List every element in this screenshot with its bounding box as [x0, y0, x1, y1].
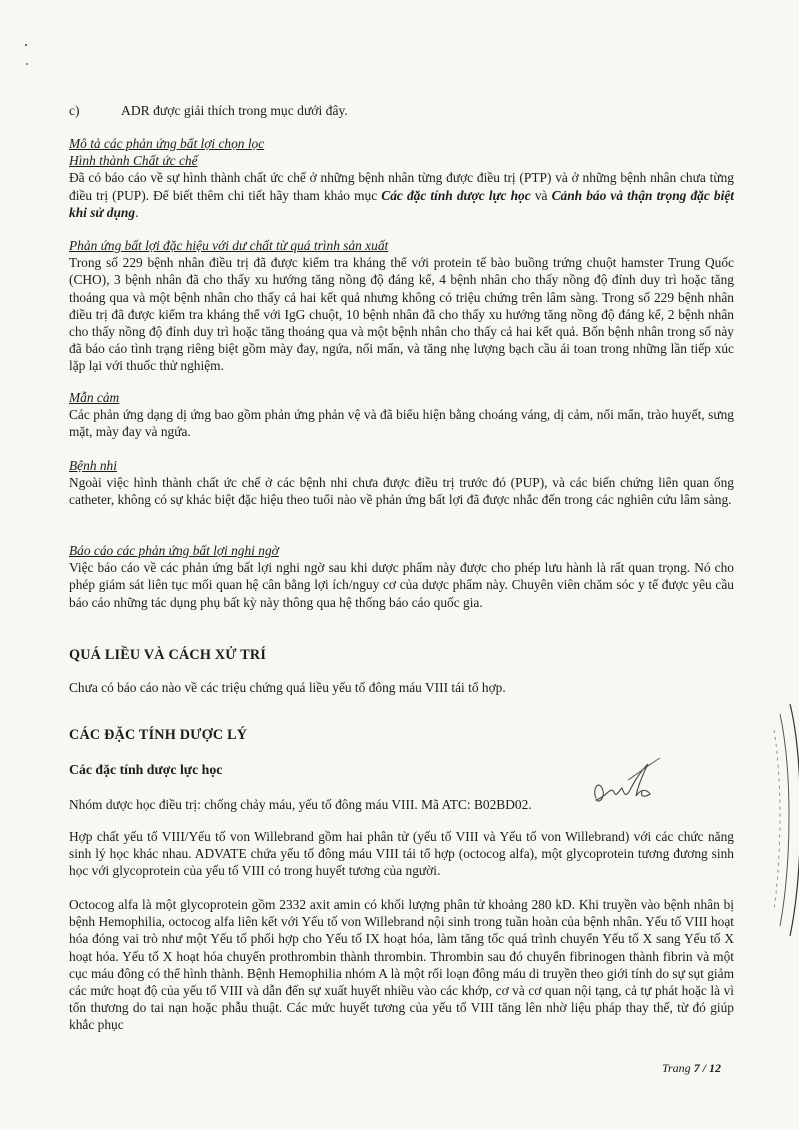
section-suspected-reports — [69, 542, 734, 611]
scan-speck — [25, 44, 27, 46]
page-number: Trang 7 / 12 — [662, 1061, 722, 1075]
heading-pharmacological-properties: CÁC ĐẶC TÍNH DƯỢC LÝ — [69, 727, 248, 743]
therapeutic-group: Nhóm dược học điều trị: chống chảy máu, yếu tố đông máu VIII. Mã ATC: B02BD02. — [69, 797, 532, 812]
section-title: Mô tả các phản ứng bất lợi chọn lọc — [69, 136, 265, 151]
paragraph-complex: Hợp chất yếu tố VIII/Yếu tố von Willebrand gồm hai phân tử (yếu tố VIII và Yếu tố von Willebrand) với các chức năng sinh lý học khác nhau. ADVATE chứa yếu tố đông máu VIII tái tổ hợp (octocog alfa), một glycoprotein tương đương sinh học với glycoprotein của yếu tố VIII có trong huyết tương của người. — [69, 829, 734, 879]
section-title: Bệnh nhi — [69, 458, 117, 473]
section-subtitle: Hình thành Chất ức chế — [69, 153, 198, 169]
heading-pharmacodynamics: Các đặc tính dược lực học — [69, 762, 223, 777]
section-hypersensitivity — [69, 389, 734, 441]
scan-speck — [26, 63, 28, 65]
heading-overdose: QUÁ LIỀU VÀ CÁCH XỬ TRÍ — [69, 647, 267, 663]
section-title: Phản ứng bất lợi đặc hiệu với dư chất từ quá trình sản xuất — [69, 238, 389, 253]
section-manufacturing-residue — [69, 237, 734, 375]
handwritten-signature — [588, 752, 666, 814]
list-label: c) — [69, 103, 80, 118]
list-item-c — [69, 103, 348, 119]
section-paragraph: Việc báo cáo về các phản ứng bất lợi nghi ngờ sau khi dược phẩm này được cho phép lưu hành là rất quan trọng. Nó cho phép giám sát liên tục mối quan hệ cân bằng lợi ích/nguy cơ của dược phẩm này. Chuyên viên chăm sóc y tế được yêu cầu báo cáo những tác dụng phụ bất kỳ này thông qua hệ thống báo cáo quốc gia. — [69, 560, 734, 610]
list-text: ADR được giải thích trong mục dưới đây. — [121, 103, 348, 118]
crossref-pharmacodynamics: Các đặc tính dược lực học — [381, 187, 531, 203]
section-selected-adverse-reactions — [69, 135, 734, 221]
section-paragraph: Đã có báo cáo về sự hình thành chất ức chế ở những bệnh nhân từng được điều trị (PTP) và ở những bệnh nhân chưa từng điều trị (PUP). Để biết thêm chi tiết hãy tham khảo mục Các đặc tính dược lực học và Cảnh báo và thận trọng đặc biệt khi sử dụng. — [69, 170, 734, 220]
section-paragraph: Các phản ứng dạng dị ứng bao gồm phản ứng phản vệ và đã biểu hiện bằng choáng váng, dị cảm, nổi mẩn, trào huyết, sưng mặt, mày đay và ngứa. — [69, 407, 734, 440]
crossref-warnings: Cảnh báo và thận trọng đặc biệt khi sử dụng — [69, 187, 734, 220]
paragraph-octocog: Octocog alfa là một glycoprotein gồm 2332 axit amin có khối lượng phân tử khoảng 280 kD. Khi truyền vào bệnh nhân bị bệnh Hemophilia, octocog alfa liên kết với Yếu tố von Willebrand nội sinh trong tuần hoàn của bệnh nhân. Yếu tố VIII hoạt hóa đóng vai trò như một Yếu tố phối hợp cho Yếu tố IX hoạt hóa, làm tăng tốc quá trình chuyển Yếu tố X sang Yếu tố X hoạt hóa. Yếu tố X hoạt hóa chuyển prothrombin thành thrombin. Thrombin sau đó chuyển fibrinogen thành fibrin và một cục máu đông có thể hình thành. Bệnh Hemophilia nhóm A là một rối loạn đông máu di truyền theo giới tính do sự sụt giảm các mức hoạt độ của yếu tố VIII và dẫn đến sự xuất huyết nhiều vào các khớp, cơ và cơ quan nội tạng, cả tự phát hoặc là vì tổn thương do tai nạn hoặc phẫu thuật. Các mức huyết tương của yếu tố VIII tăng lên nhờ liệu pháp thay thế, từ đó giúp khắc phục — [69, 897, 734, 1033]
section-title: Mẫn cảm — [69, 390, 120, 405]
section-paragraph: Ngoài việc hình thành chất ức chế ở các bệnh nhi chưa được điều trị trước đó (PUP), và các biến chứng liên quan ống catheter, không có sự khác biệt đặc hiệu theo tuổi nào về phản ứng bất lợi đã được nhắc đến trong các nghiên cứu lâm sàng. — [69, 475, 734, 508]
section-title: Báo cáo các phản ứng bất lợi nghi ngờ — [69, 543, 279, 558]
overdose-paragraph: Chưa có báo cáo nào về các triệu chứng quá liều yếu tố đông máu VIII tái tổ hợp. — [69, 680, 506, 695]
section-pediatric — [69, 457, 734, 509]
section-paragraph: Trong số 229 bệnh nhân điều trị đã được kiểm tra kháng thể với protein tế bào buồng trứng chuột hamster Trung Quốc (CHO), 3 bệnh nhân đã cho thấy xu hướng tăng nồng độ đáng kể, 4 bệnh nhân cho thấy nồng độ đỉnh duy trì hoặc tăng thoáng qua và một bệnh nhân cho thấy cả hai kết quả nhưng không có triệu chứng trên lâm sàng. Trong số 229 bệnh nhân điều trị đã được kiểm tra kháng thể với IgG chuột, 10 bệnh nhân đã cho thấy xu hướng tăng nồng độ đáng kể, 2 bệnh nhân cho thấy nồng độ đỉnh duy trì hoặc tăng thoáng qua và một bệnh nhân cho thấy cả hai kết quả. Bốn bệnh nhân trong số này đã báo cáo tình trạng riêng biệt gồm mày đay, ngứa, nổi mẩn, và tăng nhẹ lượng bạch cầu ái toan trong những lần tiếp xúc lặp lại với thuốc thử nghiệm. — [69, 255, 734, 374]
stamp-seal — [760, 700, 799, 940]
